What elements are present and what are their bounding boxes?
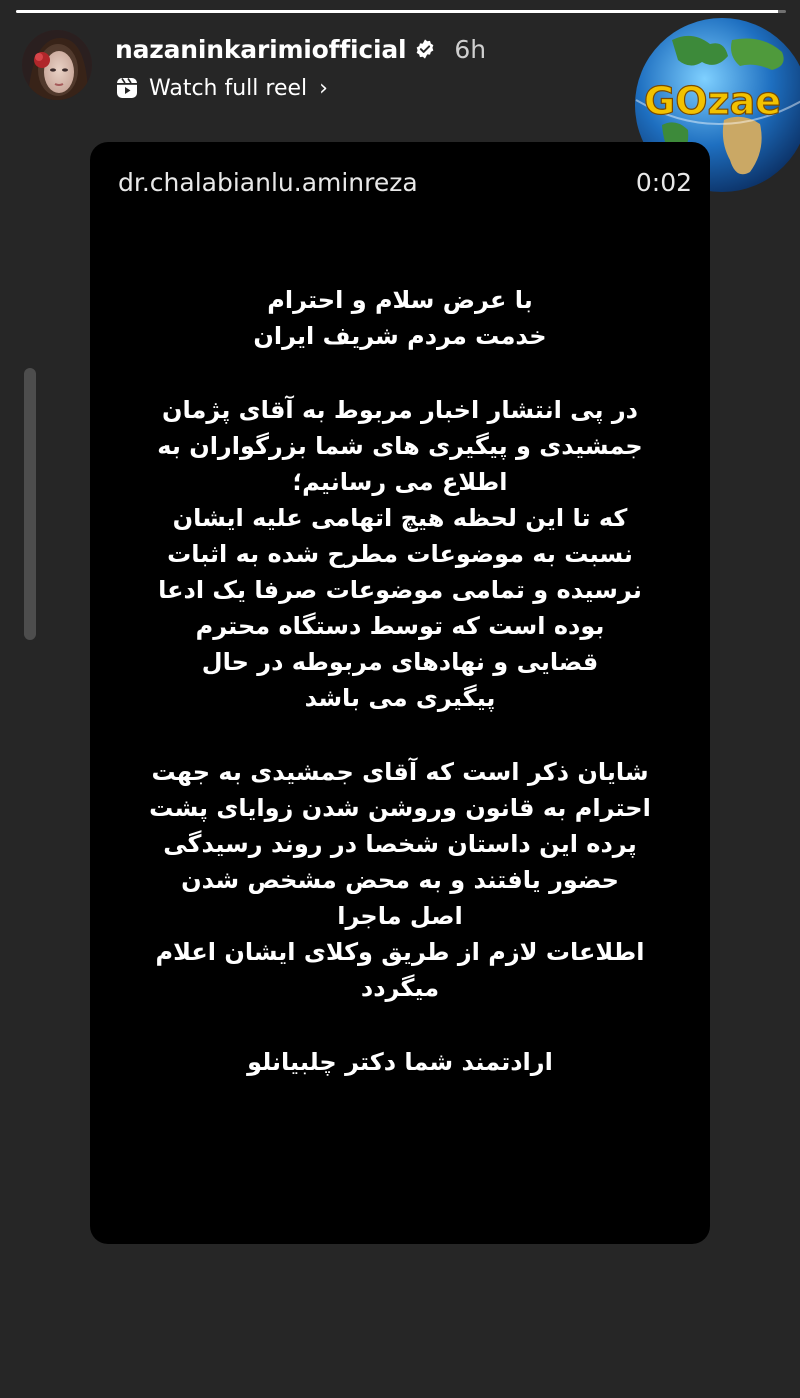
card-author[interactable]: dr.chalabianlu.aminreza xyxy=(118,168,418,197)
watch-full-reel-link[interactable] xyxy=(115,72,486,104)
statement-line: پرده این داستان شخصا در روند رسیدگی xyxy=(163,830,637,858)
statement-line: میگردد xyxy=(360,974,440,1002)
statement-line: اطلاع می رسانیم؛ xyxy=(292,468,508,496)
reel-icon xyxy=(115,76,139,100)
statement-line: خدمت مردم شریف ایران xyxy=(253,322,547,350)
statement-line: نسبت به موضوعات مطرح شده به اثبات xyxy=(167,540,633,568)
statement-line: که تا این لحظه هیچ اتهامی علیه ایشان xyxy=(172,504,628,532)
statement-line: شایان ذکر است که آقای جمشیدی به جهت xyxy=(151,758,649,786)
user-row xyxy=(115,32,486,66)
statement-line: اصل ماجرا xyxy=(337,902,463,930)
shared-post-card[interactable] xyxy=(90,142,710,1244)
statement-line: جمشیدی و پیگیری های شما بزرگواران به xyxy=(157,432,643,460)
statement-line: احترام به قانون وروشن شدن زوایای پشت xyxy=(149,794,651,822)
card-timer: 0:02 xyxy=(635,168,692,197)
scroll-handle[interactable] xyxy=(24,368,36,640)
chevron-right-icon: › xyxy=(319,75,328,101)
avatar-image xyxy=(22,30,92,100)
story-header xyxy=(115,32,486,104)
watch-full-reel-label: Watch full reel xyxy=(149,75,308,101)
statement-line: ارادتمند شما دکتر چلبیانلو xyxy=(247,1048,553,1076)
watermark-text: GOzae xyxy=(644,79,782,123)
statement-line: با عرض سلام و احترام xyxy=(267,286,533,314)
statement-line: نرسیده و تمامی موضوعات صرفا یک ادعا xyxy=(158,576,642,604)
statement-line: بوده است که توسط دستگاه محترم xyxy=(195,612,605,640)
statement-paragraph xyxy=(120,1044,680,1080)
statement-paragraph xyxy=(120,282,680,354)
username[interactable]: nazaninkarimiofficial xyxy=(115,34,407,64)
statement-line: پیگیری می باشد xyxy=(304,684,496,712)
statement-line: حضور یافتند و به محض مشخص شدن xyxy=(181,866,619,894)
statement-paragraph xyxy=(120,754,680,1006)
statement-paragraph xyxy=(120,392,680,716)
statement-line: قضایی و نهادهای مربوطه در حال xyxy=(201,648,599,676)
verified-badge-icon xyxy=(414,38,436,60)
statement-text xyxy=(120,282,680,1118)
statement-line: در پی انتشار اخبار مربوط به آقای پژمان xyxy=(162,396,638,424)
statement-line: اطلاعات لازم از طریق وکلای ایشان اعلام xyxy=(155,938,645,966)
story-time: 6h xyxy=(454,34,487,64)
avatar[interactable] xyxy=(22,30,92,100)
